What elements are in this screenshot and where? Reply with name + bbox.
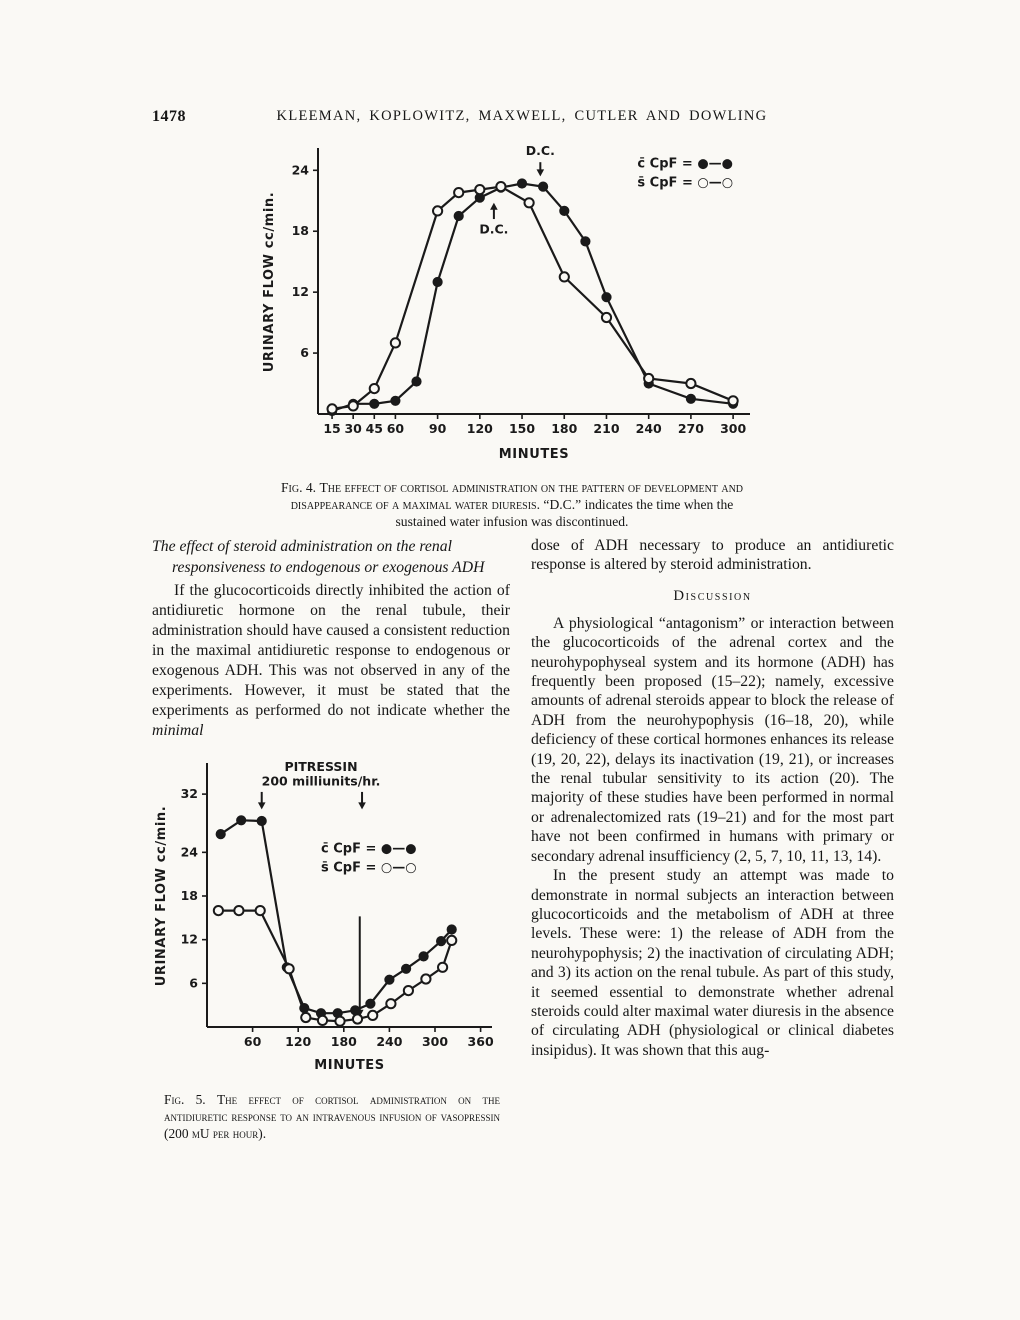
discussion-paragraph-2: In the present study an attempt was made to demonstrate in normal subjects an interaction between glucocorticoids and the metabolism of ADH at three levels. These were: 1) the release of ADH from the neurohypophysis; 2) the inactivation of circulating ADH; and 3) its action on the renal tubule. As part of this study, it seemed essential to demonstrate whether adrenal steroids could alter maximal water diuresis in the absence of circulating ADH (physiological or clinical diabetes insipidus). It was shown that this aug- — [531, 867, 894, 1059]
svg-text:60: 60 — [243, 1034, 262, 1049]
fig5-caption-label: Fig. 5. — [164, 1092, 206, 1107]
figure-4 — [260, 136, 765, 531]
svg-text:300: 300 — [720, 421, 747, 436]
svg-text:MINUTES: MINUTES — [314, 1058, 385, 1073]
svg-text:12: 12 — [291, 284, 309, 300]
running-head: KLEEMAN, KOPLOWITZ, MAXWELL, CUTLER AND DOWLING — [276, 108, 768, 124]
svg-text:150: 150 — [508, 421, 536, 436]
fig4-caption-caps: The effect of cortisol administration on the pattern of development and disappearance of a maximal water diuresis. — [290, 480, 744, 513]
figure-5 — [152, 755, 510, 1143]
svg-text:300: 300 — [421, 1034, 449, 1049]
svg-text:15: 15 — [323, 421, 341, 436]
svg-text:45: 45 — [365, 421, 383, 436]
discussion-heading: Discussion — [673, 587, 752, 604]
fig4-caption-label: Fig. 4. — [280, 480, 317, 495]
fig5-line-chart — [152, 755, 504, 1077]
svg-text:D.C.: D.C. — [525, 143, 555, 159]
left-column-paragraph — [152, 581, 510, 741]
fig4-caption-dc: “D.C.” — [543, 497, 582, 513]
discussion-paragraph-1: A physiological “antagonism” or interaction between the glucocorticoids of the adrenal cortex and the neurohypophyseal system and its hormone (ADH) has frequently been proposed (15–22); namely, excessive amounts of adrenal steroids appear to block the release of ADH from the neurohypophysis (16–18, 20), while deficiency of these cortical hormones enhances its release (19, 20, 22), delays its inactivation (19, 21), or increases the renal tubular sensitivity to its action (20). The majority of these studies have been performed in normal or adrenalectomized rats (19–21) and for the most part have not been confirmed in humans with primary or secondary adrenal insufficiency (2, 5, 7, 10, 11, 13, 14). — [531, 614, 894, 865]
left-paragraph-text: If the glucocorticoids directly inhibited the action of antidiuretic hormone on the renal tubule, their administration should have caused a consistent reduction in the maximal antidiuretic response to endogenous or exogenous ADH. This was not observed in any of the experiments. However, it must be stated that the experiments as performed do not indicate whether the — [152, 582, 510, 719]
svg-text:30: 30 — [344, 421, 362, 436]
left-column — [152, 536, 510, 1143]
svg-text:MINUTES: MINUTES — [498, 447, 570, 462]
svg-text:180: 180 — [551, 421, 578, 436]
svg-text:c̄ CpF = ●—●: c̄ CpF = ●—● — [637, 156, 734, 172]
page-header — [152, 108, 892, 130]
svg-text:24: 24 — [291, 162, 309, 178]
svg-text:12: 12 — [180, 931, 198, 947]
fig4-line-chart — [260, 136, 765, 466]
right-column — [531, 536, 894, 1060]
fig5-caption — [164, 1091, 500, 1143]
svg-text:180: 180 — [330, 1034, 357, 1049]
svg-text:32: 32 — [180, 786, 198, 802]
fig5-caption-caps: The effect of cortisol administration on the antidiuretic response to an intravenous infusion of vasopressin (200 mU per hour). — [164, 1092, 500, 1142]
svg-text:90: 90 — [428, 421, 447, 436]
page-number: 1478 — [152, 108, 186, 125]
svg-text:6: 6 — [189, 975, 198, 991]
svg-text:s̄ CpF = ○—○: s̄ CpF = ○—○ — [321, 860, 417, 876]
svg-text:D.C.: D.C. — [479, 221, 509, 237]
svg-text:URINARY FLOW cc/min.: URINARY FLOW cc/min. — [262, 191, 277, 373]
svg-text:6: 6 — [300, 345, 309, 361]
section-subheading: The effect of steroid administration on the renal responsiveness to endogenous or exogenous ADH — [152, 538, 485, 576]
svg-text:240: 240 — [376, 1034, 403, 1049]
svg-text:c̄ CpF = ●—●: c̄ CpF = ●—● — [321, 841, 417, 857]
svg-text:60: 60 — [386, 421, 405, 436]
fig4-caption-rest: indicates the time when the sustained water infusion was discontinued. — [395, 497, 734, 530]
svg-text:210: 210 — [593, 421, 620, 436]
svg-text:240: 240 — [635, 421, 662, 436]
fig4-caption — [270, 479, 754, 531]
svg-text:120: 120 — [285, 1034, 312, 1049]
svg-text:18: 18 — [180, 888, 198, 903]
svg-text:PITRESSIN: PITRESSIN — [284, 758, 358, 774]
svg-text:200 milliunits/hr.: 200 milliunits/hr. — [261, 773, 381, 789]
svg-text:270: 270 — [677, 421, 704, 436]
svg-text:360: 360 — [467, 1034, 494, 1049]
svg-text:120: 120 — [466, 421, 493, 436]
svg-text:s̄ CpF = ○—○: s̄ CpF = ○—○ — [637, 175, 734, 191]
continued-paragraph: dose of ADH necessary to produce an antidiuretic response is altered by steroid administration. — [531, 537, 894, 574]
svg-text:24: 24 — [180, 844, 198, 860]
svg-text:18: 18 — [291, 223, 309, 239]
svg-text:URINARY FLOW cc/min.: URINARY FLOW cc/min. — [154, 805, 169, 987]
left-paragraph-italic-word: minimal — [152, 722, 204, 739]
